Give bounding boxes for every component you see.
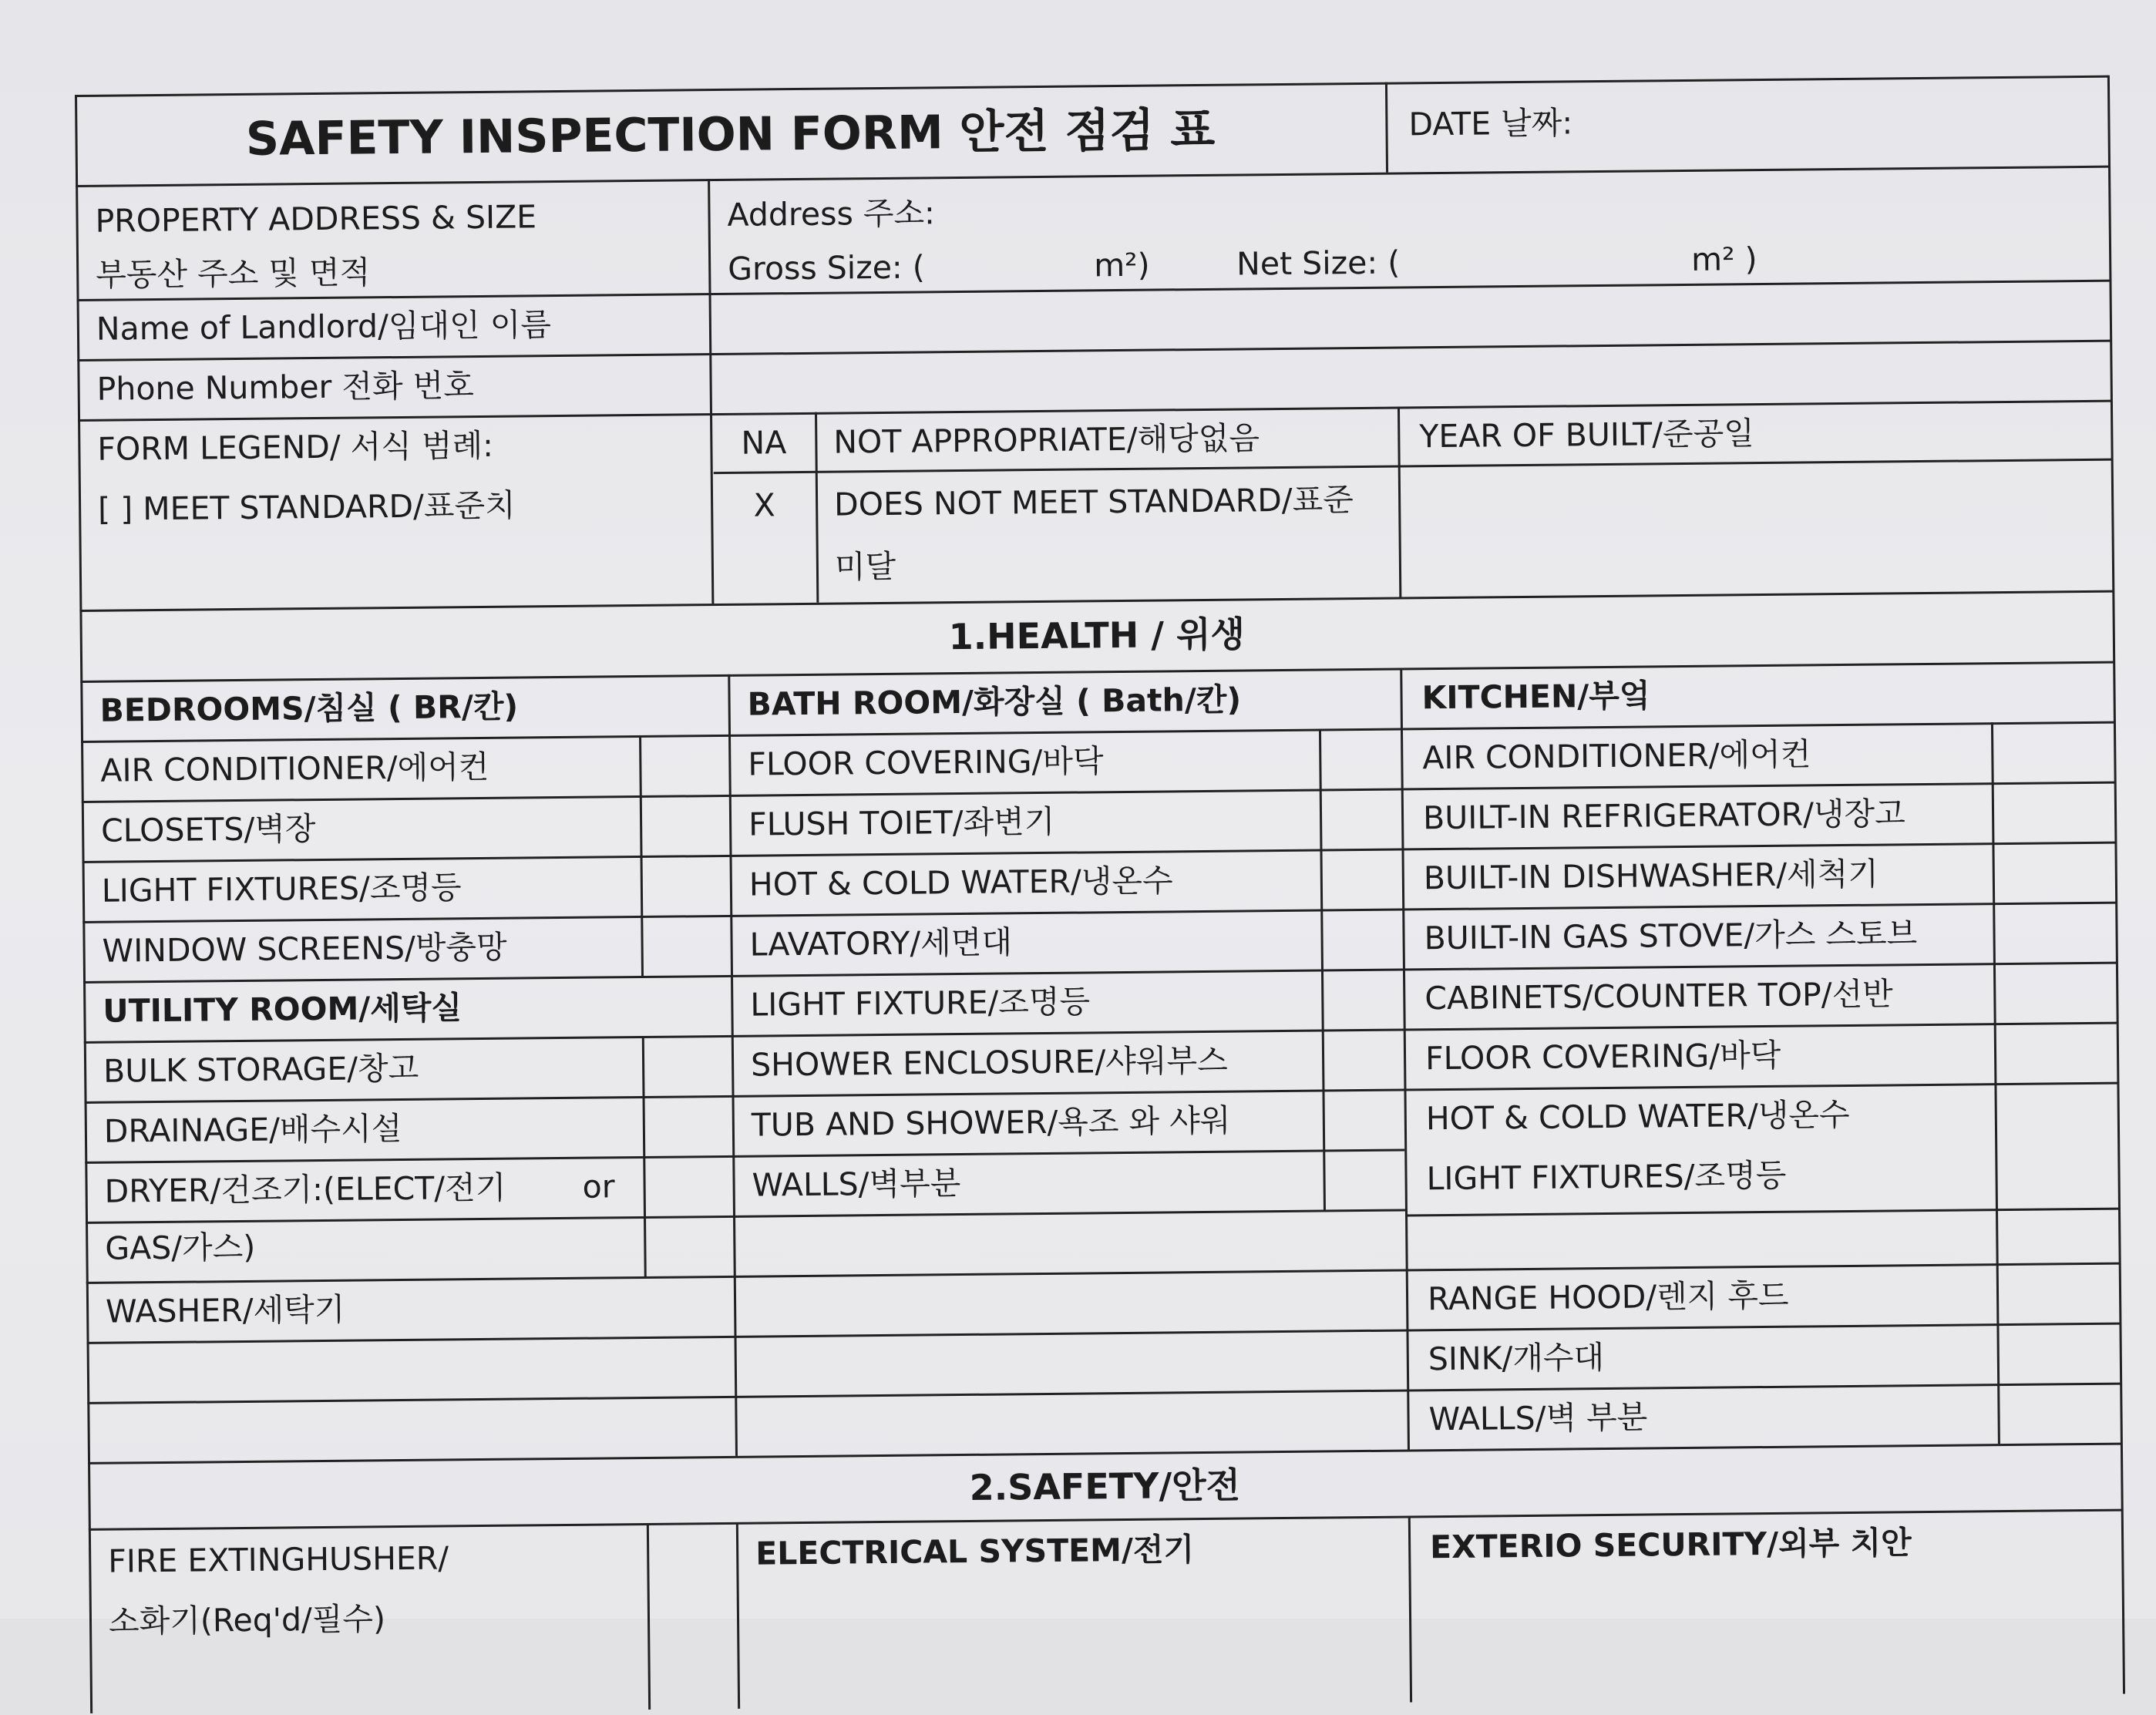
bedrooms-header: BEDROOMS/침실 ( BR/칸) [99, 688, 519, 729]
list-item: BUILT-IN DISHWASHER/세척기 [1423, 855, 1879, 897]
checkbox-cell[interactable] [1324, 912, 1400, 967]
list-item: SINK/개수대 [1428, 1339, 1605, 1378]
checkbox-cell[interactable] [644, 918, 728, 973]
divider [728, 674, 738, 1456]
form-title: SAFETY INSPECTION FORM 안전 점검 표 [245, 103, 1216, 166]
checkbox-cell[interactable] [650, 1528, 734, 1645]
fire-extinguisher-label-line1: FIRE EXTINGHUSHER/ [108, 1539, 449, 1580]
checkbox-cell[interactable] [1996, 905, 2112, 960]
phone-label: Phone Number 전화 번호 [96, 367, 475, 408]
list-item: BULK STORAGE/창고 [103, 1049, 419, 1090]
checkbox-cell[interactable] [2000, 1266, 2116, 1320]
checkbox-cell[interactable] [1326, 1092, 1402, 1147]
property-address-label-ko: 부동산 주소 및 면적 [96, 254, 371, 294]
net-size-label: Net Size: ( [1236, 244, 1401, 283]
checkbox-cell[interactable] [645, 1038, 729, 1093]
list-item: WASHER/세탁기 [105, 1290, 345, 1330]
legend-x-text-line2: 미달 [834, 547, 896, 586]
list-item: LIGHT FIXTURES/조명등 [101, 869, 462, 910]
checkbox-cell[interactable] [2000, 1326, 2116, 1380]
list-item: WALLS/벽 부분 [1428, 1398, 1648, 1438]
safety-section-title: 2.SAFETY/안전 [969, 1464, 1241, 1508]
checkbox-cell[interactable] [1325, 1032, 1401, 1087]
list-item: FLOOR COVERING/바닥 [748, 742, 1104, 783]
checkbox-cell[interactable] [1324, 972, 1401, 1027]
utility-room-header: UTILITY ROOM/세탁실 [103, 989, 462, 1030]
list-item: TUB AND SHOWER/욕조 와 샤워 [751, 1101, 1231, 1144]
list-item: AIR CONDITIONER/에어컨 [100, 748, 489, 789]
bathroom-header: BATH ROOM/화장실 ( Bath/칸) [747, 681, 1242, 723]
list-item: BUILT-IN REFRIGERATOR/냉장고 [1422, 795, 1905, 837]
divider [708, 179, 714, 604]
list-item: BUILT-IN GAS STOVE/가스 스토브 [1424, 915, 1918, 957]
rule [1405, 1208, 2119, 1217]
divider [1398, 407, 1401, 597]
list-item: SHOWER ENCLOSURE/샤워부스 [750, 1041, 1228, 1084]
list-item: LIGHT FIXTURES/조명등 [1426, 1156, 1787, 1198]
list-item: FLUSH TOIET/좌변기 [748, 802, 1055, 843]
phone-field[interactable] [717, 345, 2105, 409]
list-item: DRAINAGE/배수시설 [103, 1109, 402, 1150]
list-item: HOT & COLD WATER/냉온수 [748, 862, 1173, 903]
checkbox-cell[interactable] [1994, 725, 2111, 779]
list-item: AIR CONDITIONER/에어컨 [1422, 735, 1811, 777]
health-section-title: 1.HEALTH / 위생 [948, 613, 1246, 658]
divider [1408, 1517, 1412, 1702]
list-item: LAVATORY/세면대 [749, 923, 1013, 963]
date-field[interactable] [1694, 89, 2087, 155]
checkbox-cell[interactable] [1323, 792, 1399, 846]
kitchen-header: KITCHEN/부엌 [1421, 677, 1650, 717]
list-item: WINDOW SCREENS/방충망 [102, 928, 507, 970]
legend-x-code: X [753, 486, 775, 524]
year-built-label: YEAR OF BUILT/준공일 [1419, 415, 1755, 456]
checkbox-cell[interactable] [1996, 965, 2113, 1020]
exterior-security-header: EXTERIO SECURITY/외부 치안 [1429, 1524, 1912, 1566]
gross-size-field[interactable] [932, 243, 1087, 289]
list-item: WALLS/벽부분 [752, 1165, 961, 1204]
address-label: Address 주소: [727, 194, 936, 234]
electrical-system-header: ELECTRICAL SYSTEM/전기 [755, 1531, 1195, 1572]
dryer-label-line2: GAS/가스) [105, 1228, 256, 1267]
list-item: FLOOR COVERING/바닥 [1424, 1036, 1781, 1078]
list-item: CABINETS/COUNTER TOP/선반 [1424, 975, 1894, 1017]
safety-inspection-form [75, 76, 2125, 1683]
checkbox-cell[interactable] [643, 798, 727, 852]
checkbox-cell[interactable] [1995, 785, 2111, 839]
checkbox-cell[interactable] [1997, 1085, 2114, 1140]
checkbox-cell[interactable] [646, 1160, 730, 1269]
checkbox-cell[interactable] [1998, 1147, 2114, 1205]
legend-x-text-line1: DOES NOT MEET STANDARD/표준 [833, 481, 1354, 523]
divider [1400, 668, 1410, 1450]
address-field[interactable] [947, 180, 2088, 237]
checkbox-cell[interactable] [647, 1279, 732, 1333]
gross-size-unit: m²) [1093, 246, 1150, 284]
landlord-label: Name of Landlord/임대인 이름 [96, 306, 552, 348]
property-address-label-en: PROPERTY ADDRESS & SIZE [95, 198, 537, 240]
list-item: CLOSETS/벽장 [100, 810, 316, 849]
year-built-field[interactable] [1412, 465, 2099, 591]
checkbox-cell[interactable] [642, 738, 726, 792]
checkbox-cell[interactable] [1324, 852, 1400, 906]
checkbox-cell[interactable] [646, 1098, 730, 1153]
checkbox-cell[interactable] [1322, 731, 1398, 786]
legend-na-text: NOT APPROPRIATE/해당없음 [833, 419, 1260, 461]
divider [736, 1524, 740, 1709]
net-size-unit: m² ) [1690, 240, 1757, 278]
list-item: RANGE HOOD/렌지 후드 [1427, 1276, 1789, 1318]
checkbox-cell[interactable] [1995, 845, 2111, 900]
checkbox-cell[interactable] [644, 858, 728, 913]
fire-extinguisher-label-line2: 소화기(Req'd/필수) [108, 1600, 386, 1640]
net-size-field[interactable] [1441, 237, 1688, 284]
checkbox-cell[interactable] [1326, 1154, 1402, 1207]
legend-label: FORM LEGEND/ 서식 범례: [97, 426, 494, 468]
dryer-or: or [582, 1168, 615, 1206]
date-label: DATE 날짜: [1408, 104, 1573, 143]
legend-na-code: NA [741, 424, 787, 462]
legend-meet-standard: [ ] MEET STANDARD/표준치 [97, 486, 516, 528]
list-item: LIGHT FIXTURE/조명등 [750, 983, 1091, 1024]
checkbox-cell[interactable] [1997, 1025, 2114, 1080]
dryer-label-line1: DRYER/건조기:(ELECT/전기 [104, 1169, 506, 1210]
checkbox-cell[interactable] [2000, 1386, 2117, 1441]
gross-size-label: Gross Size: ( [727, 248, 926, 288]
list-item: HOT & COLD WATER/냉온수 [1425, 1095, 1850, 1138]
